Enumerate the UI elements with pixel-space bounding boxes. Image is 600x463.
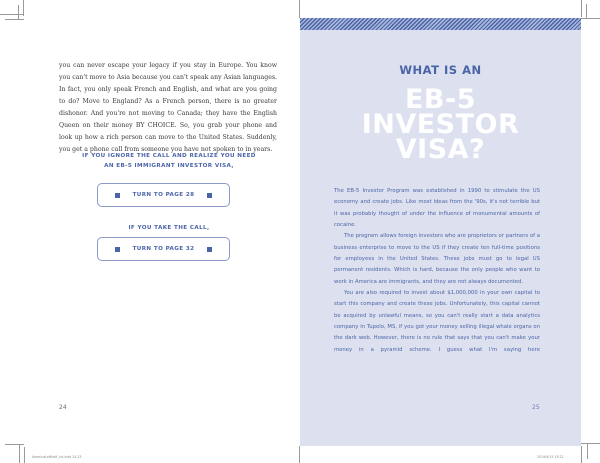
crop-mark-top-right-v	[581, 0, 582, 17]
turn-to-page-32-button[interactable]	[97, 237, 230, 261]
crop-mark-bottom-right-v	[581, 446, 582, 463]
crop-mark-top-right-v2	[586, 4, 587, 18]
crop-mark-bottom-center-v	[299, 446, 300, 463]
choice-1-prompt-line1: IF YOU IGNORE THE CALL AND REALIZE YOU NEED	[82, 153, 256, 159]
sidebar-body-text	[334, 186, 540, 356]
crop-mark-bottom-right-v2	[587, 443, 588, 459]
crop-mark-bottom-left-h	[5, 444, 24, 445]
choice-2-prompt	[60, 224, 278, 234]
crop-mark-bottom-left-v2	[24, 447, 25, 463]
page-number-left: 24	[59, 404, 67, 411]
sidebar-title-line-3: VISA?	[395, 134, 486, 165]
crop-mark-top-right-h	[581, 18, 600, 19]
sidebar-paragraph-2: The program allows foreign investors who are proprietors or partners of a business enterprise to move to the US if they create ten full-time positions for employees in the United States. These jobs must go to legal US permanent residents. Which is hard, because the only people who want to work in America are immigrants, and they are not always documented.	[334, 233, 540, 285]
square-bullet-icon	[207, 193, 212, 198]
square-bullet-icon	[207, 247, 212, 252]
sidebar-title-line-2: INVESTOR	[361, 109, 520, 140]
choice-1-prompt-line2: AN EB-5 IMMIGRANT INVESTOR VISA,	[104, 162, 234, 169]
choice-1-button-label: TURN TO PAGE 28	[132, 192, 195, 198]
crop-mark-top-center-v	[299, 0, 300, 18]
hatched-header-stripe	[300, 18, 581, 30]
page-number-right: 25	[532, 404, 540, 411]
print-slug-right: 2019/9/15 13:22	[537, 455, 564, 459]
choice-2-prompt-line1: IF YOU TAKE THE CALL,	[128, 225, 210, 231]
sidebar-kicker: WHAT IS AN	[399, 63, 482, 77]
choice-2-button-label: TURN TO PAGE 32	[132, 246, 195, 252]
sidebar-paragraph-1: The EB-5 Investor Program was established in 1990 to stimulate the US economy and create jobs. Like most ideas from the '90s, it's not terrible but it was probably thought of under the influence of monumental amounts of cocaine.	[334, 188, 540, 229]
crop-mark-top-left-h2	[5, 19, 24, 20]
left-page-body-text: you can never escape your legacy if you stay in Europe. You know you can't move to Asia because you can't speak any Asian languages. In fact, you only speak French and English, and what are you going to do? Move to England? As a French person, there is no greater dishonor. And you're not moving to Canada; they have the English Queen on their money BY CHOICE. So, you grab your phone and look up how a rich person can move to the United States. Suddenly, you get a phone call from someone you have not spoken to in years.	[59, 62, 277, 153]
square-bullet-icon	[115, 247, 120, 252]
square-bullet-icon	[115, 193, 120, 198]
sidebar-title	[300, 84, 581, 165]
choice-1-prompt	[60, 152, 278, 171]
crop-mark-bottom-left-v	[19, 444, 20, 463]
sidebar-title-line-1: EB-5	[404, 84, 477, 115]
crop-mark-top-left-v2	[18, 5, 19, 20]
turn-to-page-28-button[interactable]	[97, 183, 230, 207]
print-slug-left: AmericaLeftHalf_int.indd 24-25	[32, 455, 82, 459]
crop-mark-top-left-h	[0, 14, 24, 15]
crop-mark-top-left-v	[23, 0, 24, 16]
sidebar-paragraph-3: You are also required to invest about $1,000,000 in your own capital to start this company and create these jobs. Unfortunately, this capital cannot be acquired by unlawful means, so you can't really start a data analytics company in Tupelo, MS, if you got your money selling illegal whale organs on the dark web. However, there is no rule that says that you can't make your money in a pyramid scheme. I guess what I'm saying here	[334, 290, 540, 353]
